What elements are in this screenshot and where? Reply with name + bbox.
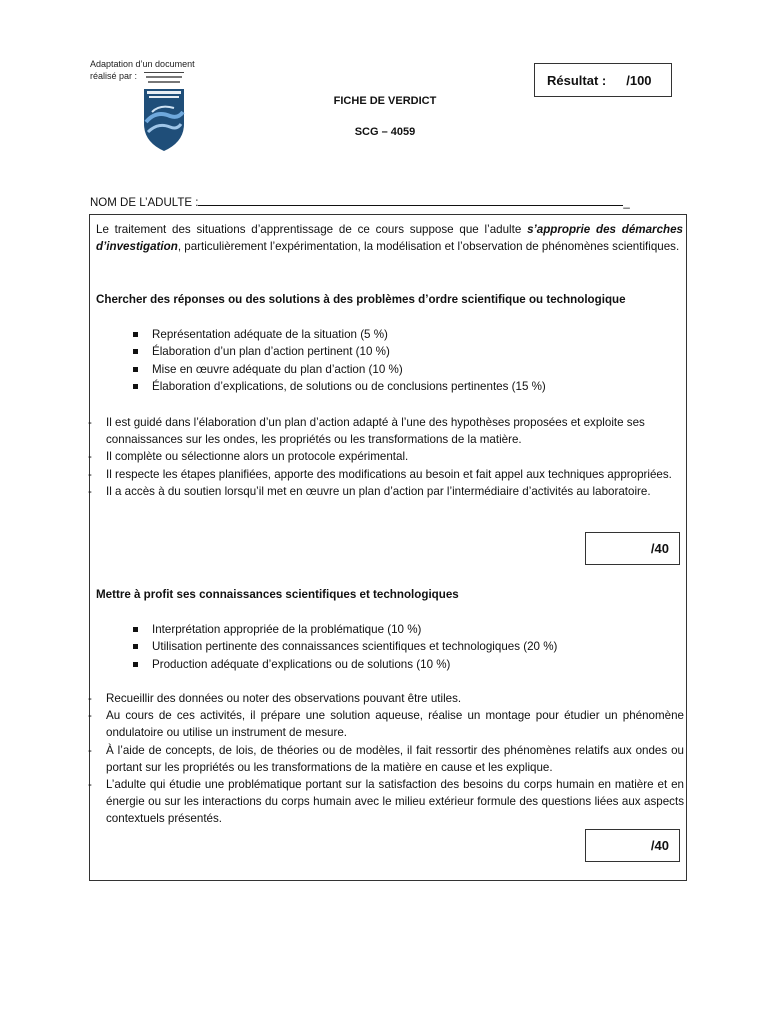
adaptation-line-2: réalisé par :	[90, 71, 138, 81]
observation-item: - Il complète ou sélectionne alors un protocole expérimental.	[88, 450, 409, 464]
section1-score-box[interactable]	[585, 532, 680, 565]
result-label: Résultat :	[547, 72, 607, 88]
section1-heading: Chercher des réponses ou des solutions à des problèmes d’ordre scientifique ou technologique	[96, 293, 626, 306]
intro-text-end: , particulièrement l’expérimentation, la modélisation et l’observation de phénomènes scientifiques.	[177, 240, 680, 253]
criterion-item: Élaboration d’un plan d’action pertinent (10 %)	[131, 343, 546, 360]
square-bullet-icon	[133, 644, 138, 649]
section2-score-box[interactable]	[585, 829, 680, 862]
square-bullet-icon	[133, 627, 138, 632]
section2-observations	[88, 690, 684, 828]
square-bullet-icon	[133, 662, 138, 667]
observation-item: - L’adulte qui étudie une problématique portant sur la satisfaction des besoins du corps humain en matière et en énergie ou sur les interactions du corps humain avec le milieu extérieur formule des questions liées aux aspects contextuels présentés.	[88, 778, 684, 826]
result-max: /100	[626, 72, 652, 88]
observation-item: - Il est guidé dans l’élaboration d’un plan d’action adapté à l’une des hypothèses proposées et exploite ses connaissances sur les ondes, les propriétés ou les transformations de la matière.	[88, 416, 645, 447]
observation-item: - Il a accès à du soutien lorsqu’il met en œuvre un plan d’action par l’intermédiaire d’activités au laboratoire.	[88, 484, 651, 498]
observation-item: - À l’aide de concepts, de lois, de théories ou de modèles, il fait ressortir des phénomènes relatifs aux ondes ou portant sur les propriétés ou les transformations de la matière en cause et les explique.	[88, 743, 684, 774]
criterion-item: Interprétation appropriée de la problématique (10 %)	[131, 621, 557, 638]
intro-paragraph	[96, 221, 683, 255]
intro-text-start: Le traitement des situations d’apprentissage de ce cours suppose que l’adulte	[96, 223, 528, 236]
adult-name-field[interactable]: NOM DE L’ADULTE : _	[90, 193, 630, 209]
criterion-item: Utilisation pertinente des connaissances scientifiques et technologiques (20 %)	[131, 638, 557, 655]
course-code: SCG – 4059	[354, 126, 416, 138]
result-box	[534, 63, 672, 97]
section1-score: /40	[650, 541, 669, 556]
adult-name-label: NOM DE L’ADULTE :	[90, 197, 199, 209]
criterion-item: Production adéquate d’explications ou de solutions (10 %)	[131, 656, 557, 673]
section1-observations	[88, 414, 684, 500]
criterion-item: Élaboration d’explications, de solutions ou de conclusions pertinentes (15 %)	[131, 378, 546, 395]
criterion-item: Mise en œuvre adéquate du plan d’action (10 %)	[131, 361, 546, 378]
observation-item: - Au cours de ces activités, il prépare une solution aqueuse, réalise un montage pour étudier un phénomène ondulatoire ou utilise un instrument de mesure.	[88, 709, 684, 740]
school-board-logo	[140, 72, 188, 152]
adult-name-line[interactable]	[198, 193, 623, 206]
adaptation-line-1: Adaptation d’un document	[90, 59, 195, 69]
section1-criteria	[131, 326, 546, 395]
intro-emphasis: s’approprie des démarches d’investigation	[96, 223, 683, 253]
square-bullet-icon	[133, 349, 138, 354]
section2-score: /40	[650, 838, 669, 853]
square-bullet-icon	[133, 332, 138, 337]
square-bullet-icon	[133, 367, 138, 372]
criterion-item: Représentation adéquate de la situation (5 %)	[131, 326, 546, 343]
observation-item: - Il respecte les étapes planifiées, apporte des modifications au besoin et fait appel aux techniques appropriées.	[88, 467, 672, 481]
section2-criteria	[131, 621, 557, 673]
section2-heading: Mettre à profit ses connaissances scientifiques et technologiques	[96, 588, 459, 601]
observation-item: - Recueillir des données ou noter des observations pouvant être utiles.	[88, 692, 462, 705]
document-title: FICHE DE VERDICT	[333, 95, 437, 107]
square-bullet-icon	[133, 384, 138, 389]
